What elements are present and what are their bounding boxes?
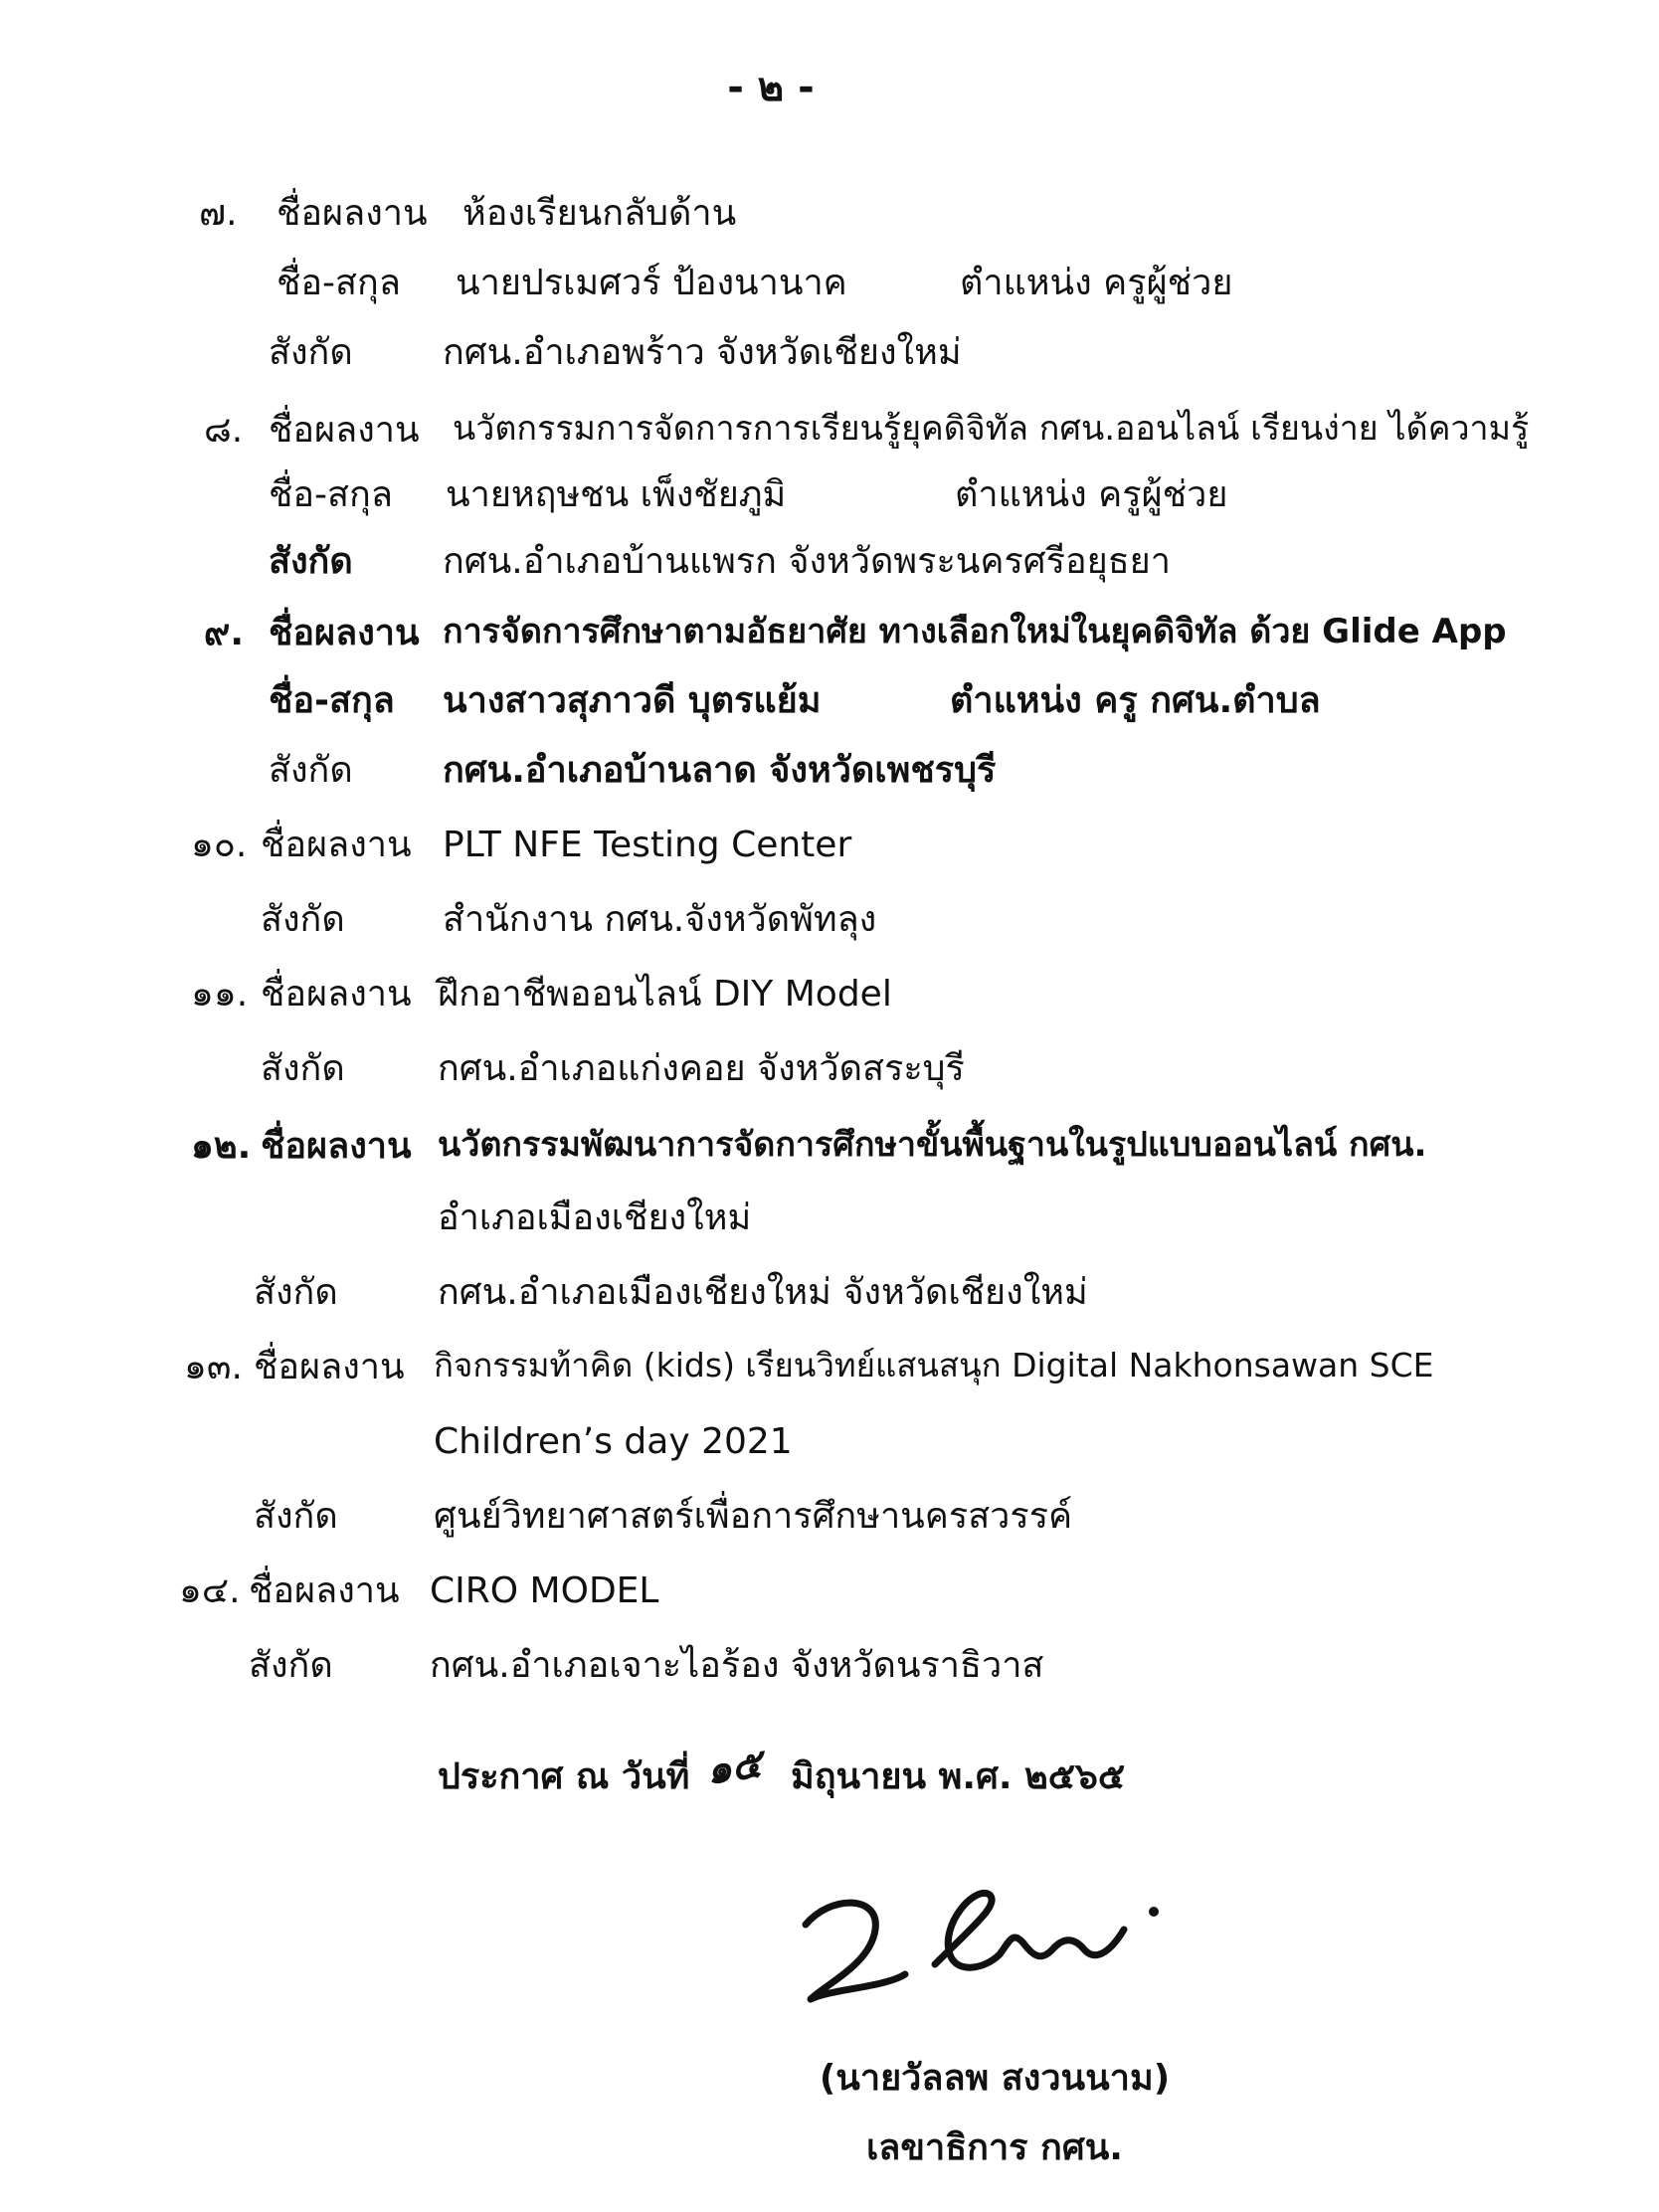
item-number: ๑๐. — [191, 825, 248, 865]
affiliation-label: สังกัด — [254, 1272, 338, 1313]
work-title-continued: อำเภอเมืองเชียงใหม่ — [438, 1198, 752, 1238]
affiliation: กศน.อำเภอบ้านลาด จังหวัดเพชรบุรี — [443, 750, 997, 791]
name-label: ชื่อ-สกุล — [276, 263, 401, 303]
item-number: ๗. — [199, 193, 238, 234]
name-label: ชื่อ-สกุล — [269, 474, 393, 515]
affiliation-label: สังกัด — [261, 1048, 345, 1089]
announce-day: ๑๕ — [703, 1741, 765, 1794]
person-name: นายปรเมศวร์ ป้องนานาค — [456, 263, 847, 303]
item-number: ๑๓. — [184, 1347, 243, 1387]
item-number: ๑๑. — [191, 974, 249, 1014]
page-number: - ๒ - — [727, 65, 815, 110]
affiliation-label: สังกัด — [254, 1496, 338, 1537]
affiliation-label: สังกัด — [261, 899, 345, 940]
title-label: ชื่อผลงาน — [261, 974, 412, 1014]
affiliation: กศน.อำเภอเจาะไอร้อง จังหวัดนราธิวาส — [430, 1645, 1044, 1686]
announce-prefix: ประกาศ ณ วันที่ — [438, 1756, 690, 1797]
affiliation: กศน.อำเภอแก่งคอย จังหวัดสระบุรี — [438, 1048, 965, 1089]
title-label: ชื่อผลงาน — [249, 1570, 400, 1611]
person-name: นางสาวสุภาวดี บุตรแย้ม — [443, 680, 822, 721]
work-title: ห้องเรียนกลับด้าน — [462, 193, 737, 234]
work-title: ฝึกอาชีพออนไลน์ DIY Model — [438, 974, 892, 1014]
handwritten-signature — [786, 1870, 1203, 2029]
work-title: PLT NFE Testing Center — [443, 825, 852, 865]
affiliation-label: สังกัด — [269, 750, 353, 791]
item-number: ๘. — [204, 410, 244, 451]
item-number: ๑๔. — [179, 1570, 241, 1611]
signer-name: (นายวัลลพ สงวนนาม) — [819, 2058, 1171, 2099]
affiliation: กศน.อำเภอเมืองเชียงใหม่ จังหวัดเชียงใหม่ — [438, 1272, 1088, 1313]
affiliation-label: สังกัด — [269, 332, 353, 373]
item-number: ๙. — [204, 613, 245, 653]
affiliation: สำนักงาน กศน.จังหวัดพัทลุง — [443, 899, 877, 940]
signer-title: เลขาธิการ กศน. — [866, 2127, 1123, 2168]
item-number: ๑๒. — [191, 1126, 252, 1167]
work-title: กิจกรรมท้าคิด (kids) เรียนวิทย์แสนสนุก Digital Nakhonsawan SCE — [434, 1346, 1434, 1384]
work-title-continued: Children’s day 2021 — [434, 1421, 793, 1462]
person-position: ตำแหน่ง ครูผู้ช่วย — [960, 263, 1233, 303]
work-title: CIRO MODEL — [430, 1570, 659, 1611]
person-position: ตำแหน่ง ครู กศน.ตำบล — [950, 680, 1321, 721]
title-label: ชื่อผลงาน — [276, 193, 428, 234]
announce-month-year: มิถุนายน พ.ศ. ๒๕๖๕ — [791, 1756, 1126, 1797]
work-title: นวัตกรรมพัฒนาการจัดการศึกษาขั้นพื้นฐานในรูปแบบออนไลน์ กศน. — [438, 1125, 1427, 1165]
title-label: ชื่อผลงาน — [261, 825, 412, 865]
person-name: นายหฤษชน เพ็งชัยภูมิ — [446, 474, 787, 515]
name-label: ชื่อ-สกุล — [269, 680, 395, 721]
affiliation-label: สังกัด — [269, 541, 353, 582]
affiliation-label: สังกัด — [249, 1645, 333, 1686]
work-title: การจัดการศึกษาตามอัธยาศัย ทางเลือกใหม่ในยุคดิจิทัล ด้วย Glide App — [443, 612, 1507, 651]
affiliation: กศน.อำเภอบ้านแพรก จังหวัดพระนครศรีอยุธยา — [443, 541, 1171, 582]
affiliation: ศูนย์วิทยาศาสตร์เพื่อการศึกษานครสวรรค์ — [434, 1496, 1073, 1537]
title-label: ชื่อผลงาน — [261, 1126, 412, 1167]
affiliation: กศน.อำเภอพร้าว จังหวัดเชียงใหม่ — [443, 332, 962, 373]
title-label: ชื่อผลงาน — [269, 613, 420, 653]
title-label: ชื่อผลงาน — [254, 1347, 405, 1387]
work-title: นวัตกรรมการจัดการการเรียนรู้ยุคดิจิทัล กศน.ออนไลน์ เรียนง่าย ได้ความรู้ — [453, 409, 1530, 449]
title-label: ชื่อผลงาน — [269, 410, 420, 451]
person-position: ตำแหน่ง ครูผู้ช่วย — [955, 474, 1228, 515]
